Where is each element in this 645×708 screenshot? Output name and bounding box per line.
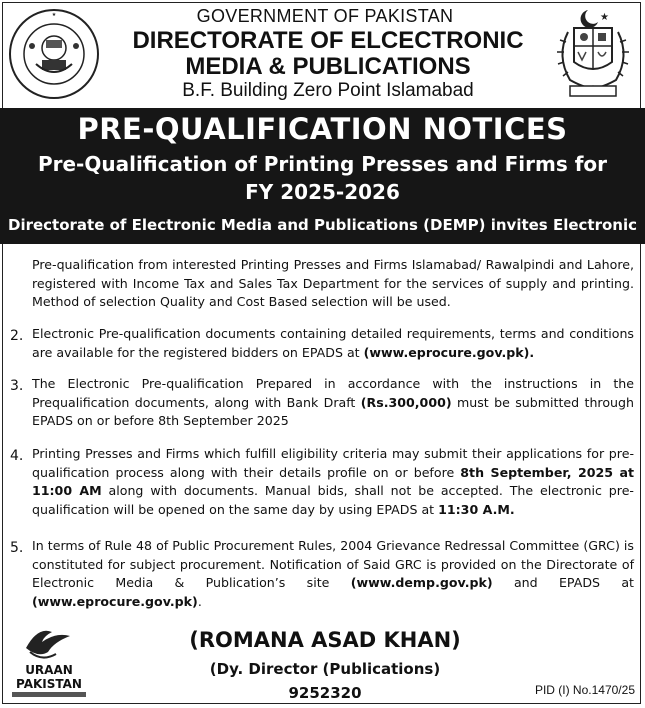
paragraph-3-number: 3. [10,378,24,394]
paragraph-5-text: In terms of Rule 48 of Public Procurement Rules, 2004 Grievance Redressal Committee (GRC) is constituted for subject procurement. Notification of Said GRC is provided on the Directorate of Electronic Media & Publication’s site [32,538,634,590]
uraan-pakistan-logo [8,618,90,702]
phone-number: 9252320 [288,684,362,702]
submission-deadline: 8th September, 2025 at 11:00 AM [32,464,634,498]
eprocure-link: (www.eprocure.gov.pk). [363,344,535,360]
notice-subtitle [0,150,645,206]
signatory-designation: (Dy. Director (Publications) [209,660,441,678]
paragraph-5-end: . [197,593,202,609]
notice-intro: Directorate of Electronic Media and Publications (DEMP) invites Electronic [8,216,637,234]
notice-subtitle-line2: FY 2025-2026 [245,180,400,204]
address: B.F. Building Zero Point Islamabad [182,80,474,101]
header [0,0,645,108]
paragraph-4-text-2: along with documents. Manual bids, shall not be accepted. The electronic pre-qualification will be opened on the same day by using EPADS at [32,483,634,517]
paragraph-3-deadline: must be submitted through EPADS on or before 8th September 2025 [32,394,634,428]
notice-title: PRE-QUALIFICATION NOTICES [77,112,568,146]
paragraph-5 [32,537,634,611]
eprocure-link-2: (www.eprocure.gov.pk) [32,593,198,609]
logo-text-pakistan: PAKISTAN [16,677,82,691]
paragraph-5-text-2: and EPADS at [492,575,634,590]
paragraph-2-text: Electronic Pre-qualification documents containing detailed requirements, terms and conditions are available for the registered bidders on EPADS at [32,326,634,360]
signatory-name: (ROMANA ASAD KHAN) [189,628,461,652]
paragraph-3 [32,375,634,431]
paragraph-3-text: The Electronic Pre-qualification Prepared in accordance with the instructions in the Prequalification documents, along with Bank Draft [32,376,634,410]
logo-text-uraan: URAAN [25,663,73,677]
demp-seal-logo [6,6,102,102]
bank-draft-amount: (Rs.300,000) [360,394,452,410]
paragraph-2 [32,325,634,362]
paragraph-4 [32,445,634,519]
directorate-title-line2: MEDIA & PUBLICATIONS [185,53,471,80]
paragraph-1: Pre-qualification from interested Printing Presses and Firms Islamabad/ Rawalpindi and Lahore, registered with Income Tax and Sales Tax Department for the services of supply and printing. Method of selection Quality and Cost Based selection will be used. [32,257,634,309]
state-emblem-logo [548,6,638,102]
notice-subtitle-line1: Pre-Qualification of Printing Presses and Firms for [37,152,608,176]
directorate-title-line1: DIRECTORATE OF ELCECTRONIC [132,27,524,54]
svg-text:★: ★ [600,12,609,23]
svg-text:★: ★ [51,12,57,18]
govt-title: GOVERNMENT OF PAKISTAN [196,6,454,26]
paragraph-2-number: 2. [10,328,24,344]
pid-number: PID (I) No.1470/25 [534,683,635,697]
directorate-title [104,28,552,80]
paragraph-4-text: Printing Presses and Firms which fulfill eligibility criteria may submit their applications for pre-qualification process along with their details profile on or before [32,446,634,480]
demp-site-link: (www.demp.gov.pk) [350,575,493,590]
paragraph-5-number: 5. [10,540,24,556]
paragraph-4-number: 4. [10,448,24,464]
notice-banner [0,108,645,244]
opening-time: 11:30 A.M. [438,501,515,517]
